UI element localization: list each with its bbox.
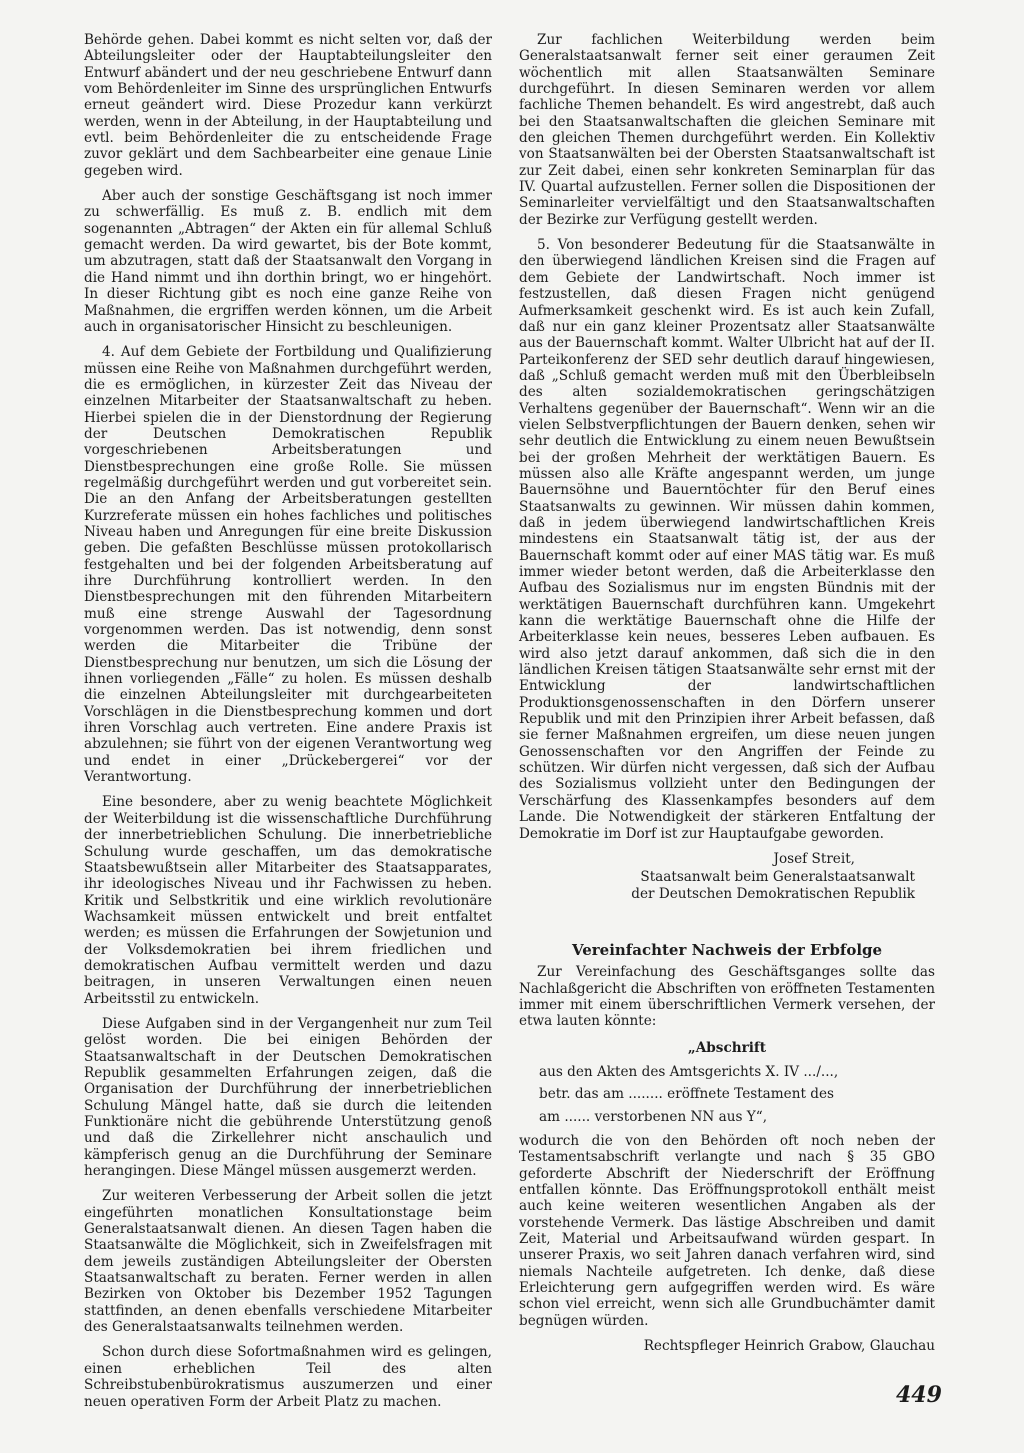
quote-line: betr. das am ........ eröffnete Testament des — [539, 1086, 834, 1103]
paragraph: Zur fachlichen Weiterbildung werden beim Generalstaatsanwalt ferner seit einer geraumen Zeit wöchentlich mit allen Staatsanwälten Seminare durchgeführt. In diesen Seminaren werden vor allem fachliche Themen behandelt. Es wird angestrebt, daß auch bei den Staatsanwaltschaften die gleichen Seminare mit den gleichen Themen durchgeführt werden. Ein Kollektiv von Staatsanwälten bei der Obersten Staatsanwaltschaft ist zur Zeit dabei, einen sehr konkreten Seminarplan für das IV. Quartal aufzustellen. Ferner sollen die Dispositionen der Seminarleiter vervielfältigt und den Staatsanwaltschaften der Bezirke zur Verfügung gestellt werden. — [519, 32, 935, 228]
quote-line: aus den Akten des Amtsgerichts X. IV .../..., — [539, 1063, 839, 1080]
quote-line: am ...... verstorbenen NN aus Y“, — [539, 1108, 768, 1125]
paragraph: Behörde gehen. Dabei kommt es nicht selten vor, daß der Abteilungsleiter oder der Hauptabteilungsleiter den Entwurf abändert und der neu geschriebene Entwurf dann vom Behördenleiter im Sinne des ursprünglichen Entwurfs erneut geändert wird. Diese Prozedur kann verkürzt werden, wenn in der Abteilung, in der Hauptabteilung und evtl. beim Behördenleiter die zu entscheidende Frage zuvor geklärt und dem Sachbearbeiter eine genaue Linie gegeben wird. — [84, 32, 492, 179]
author-position: Staatsanwalt beim Generalstaatsanwalt — [640, 869, 915, 886]
quote-title: „Abschrift — [687, 1039, 767, 1056]
author-line: Rechtspfleger Heinrich Grabow, Glauchau — [643, 1338, 935, 1355]
paragraph: Eine besondere, aber zu wenig beachtete Möglichkeit der Weiterbildung ist die wissenschaftliche Durchführung der innerbetrieblichen Schulung. Die innerbetriebliche Schulung wurde geschaffen, um das demokratische Staatsbewußtsein aller Mitarbeiter des Staatsapparates, ihr ideologisches Niveau und ihr Fachwissen zu heben. Kritik und Selbstkritik und eine wirklich revolutionäre Wachsamkeit müssen entwickelt und breit entfaltet werden; es müssen die Erfahrungen der Sowjetunion und der Volksdemokratien bei ihrem friedlichen und demokratischen Aufbau vermittelt werden und dazu beitragen, in unseren Verwaltungen einen neuen Arbeitsstil zu entwickeln. — [84, 794, 492, 1007]
author-signature — [519, 851, 935, 902]
paragraph: Schon durch diese Sofortmaßnahmen wird es gelingen, einen erheblichen Teil des alten Schreibstubenbürokratismus auszumerzen und einer neuen operativen Form der Arbeit Platz zu machen. — [84, 1344, 492, 1410]
right-column — [519, 32, 935, 1354]
paragraph: Zur Vereinfachung des Geschäftsganges sollte das Nachlaßgericht die Abschriften von eröffneten Testamenten immer mit einem überschriftlichen Vermerk versehen, der etwa lauten könnte: — [519, 964, 935, 1030]
paragraph: 5. Von besonderer Bedeutung für die Staatsanwälte in den überwiegend ländlichen Kreisen sind die Fragen auf dem Gebiete der Landwirtschaft. Noch immer ist festzustellen, daß diesen Fragen nicht genügend Aufmerksamkeit geschenkt wird. Es ist auch kein Zufall, daß nur ein ganz kleiner Prozentsatz aller Staatsanwälte aus der Bauernschaft kommt. Walter Ulbricht hat auf der II. Parteikonferenz der SED sehr deutlich darauf hingewiesen, daß „Schluß gemacht werden muß mit den Überbleibseln des alten sozialdemokratischen geringschätzigen Verhaltens gegenüber der Bauernschaft“. Wenn wir an die vielen Selbstverpflichtungen der Bauern denken, sehen wir sehr deutlich die Entwicklung zu einem neuen Bewußtsein bei der großen Mehrheit der werktätigen Bauern. Es müssen also alle Kräfte angespannt werden, um junge Bauernsöhne und Bauerntöchter für den Beruf eines Staatsanwalts zu gewinnen. Wir müssen dahin kommen, daß in jedem überwiegend landwirtschaftlichen Kreis mindestens ein Staatsanwalt tätig ist, der aus der Bauernschaft kommt oder auf einer MAS tätig war. Es muß immer wieder betont werden, daß die Arbeiterklasse den Aufbau des Sozialismus nur im engsten Bündnis mit der werktätigen Bauernschaft durchführen kann. Umgekehrt kann die werktätige Bauernschaft ohne die Hilfe der Arbeiterklasse kein neues, besseres Leben aufbauen. Es wird also jetzt darauf ankommen, daß sich die in den ländlichen Kreisen tätigen Staatsanwälte sehr ernst mit der Entwicklung der landwirtschaftlichen Produktionsgenossenschaften in den Dörfern unserer Republik und mit den Prinzipien ihrer Arbeit befassen, daß sie ferner Maßnahmen ergreifen, um diese neuen jungen Genossenschaften vor den Angriffen der Feinde zu schützen. Wir dürfen nicht vergessen, daß sich der Aufbau des Sozialismus vollzieht unter den Bedingungen der Verschärfung des Klassenkampfes besonders auf dem Lande. Die Notwendigkeit der stärkeren Entfaltung der Demokratie im Dorf ist zur Hauptaufgabe geworden. — [519, 237, 935, 842]
page-number: 449 — [896, 1382, 942, 1408]
author-name: Josef Streit, — [773, 850, 855, 867]
paragraph: 4. Auf dem Gebiete der Fortbildung und Qualifizierung müssen eine Reihe von Maßnahmen durchgeführt werden, die es ermöglichen, in kürzester Zeit das Niveau der einzelnen Mitarbeiter der Staatsanwaltschaft zu heben. Hierbei spielen die in der Dienstordnung der Regierung der Deutschen Demokratischen Republik vorgeschriebenen Arbeitsberatungen und Dienstbesprechungen eine große Rolle. Sie müssen regelmäßig durchgeführt werden und gut vorbereitet sein. Die an den Anfang der Arbeitsberatungen gestellten Kurzreferate müssen ein hohes fachliches und politisches Niveau haben und Anregungen für eine breite Diskussion geben. Die gefaßten Beschlüsse müssen protokollarisch festgehalten und bei der folgenden Arbeitsberatung auf ihre Durchführung kontrolliert werden. In den Dienstbesprechungen mit den führenden Mitarbeitern muß eine strenge Auswahl der Tagesordnung vorgenommen werden. Das ist notwendig, denn sonst werden die Mitarbeiter die Tribüne der Dienstbesprechung nur benutzen, um sich die Lösung der ihnen vorliegenden „Fälle“ zu holen. Es müssen deshalb die einzelnen Abteilungsleiter mit durchgearbeiteten Vorschlägen in die Dienstbesprechung kommen und dort ihren Vorschlag auch vertreten. Eine andere Praxis ist abzulehnen; sie führt von der eigenen Verantwortung weg und endet in einer „Drückebergerei“ vor der Verantwortung. — [84, 344, 492, 786]
quoted-note — [519, 1040, 935, 1125]
paragraph: Aber auch der sonstige Geschäftsgang ist noch immer zu schwerfällig. Es muß z. B. endlich mit dem sogenannten „Abtragen“ der Akten ein für allemal Schluß gemacht werden. Da wird gewartet, bis der Bote kommt, um abzutragen, statt daß der Staatsanwalt den Vorgang in die Hand nimmt und ihn dorthin bringt, wo er hingehört. In dieser Richtung gibt es noch eine ganze Reihe von Maßnahmen, die ergriffen werden können, um die Arbeit auch in organisatorischer Hinsicht zu beschleunigen. — [84, 188, 492, 335]
left-column — [84, 32, 492, 1419]
paragraph: Zur weiteren Verbesserung der Arbeit sollen die jetzt eingeführten monatlichen Konsultationstage beim Generalstaatsanwalt dienen. An diesen Tagen haben die Staatsanwälte die Möglichkeit, sich in Zweifelsfragen mit dem jeweils zuständigen Abteilungsleiter der Obersten Staatsanwaltschaft zu beraten. Ferner werden in allen Bezirken von Oktober bis Dezember 1952 Tagungen stattfinden, an denen ebenfalls verschiedene Mitarbeiter des Generalstaatsanwalts teilnehmen werden. — [84, 1188, 492, 1336]
paragraph: Diese Aufgaben sind in der Vergangenheit nur zum Teil gelöst worden. Die bei einigen Behörden der Staatsanwaltschaft in der Deutschen Demokratischen Republik gesammelten Erfahrungen zeigen, daß die Organisation der Durchführung der innerbetrieblichen Schulung Mängel hatte, daß sie durch die leitenden Funktionäre nicht die gebührende Unterstützung genoß und daß die Zirkellehrer nicht anschaulich und kämpferisch genug an die Durchführung der Seminare herangingen. Diese Mängel müssen ausgemerzt werden. — [84, 1015, 492, 1180]
article-heading: Vereinfachter Nachweis der Erbfolge — [571, 940, 883, 959]
author-position: der Deutschen Demokratischen Republik — [631, 885, 915, 902]
paragraph: wodurch die von den Behörden oft noch neben der Testamentsabschrift verlangte und nach § 35 GBO geforderte Abschrift der Niederschrift der Eröffnung entfallen könnte. Das Eröffnungsprotokoll enthält meist auch keine weiteren wesentlichen Angaben als der vorstehende Vermerk. Das lästige Abschreiben und damit Zeit, Material und Arbeitsaufwand würden gespart. In unserer Praxis, wo seit Jahren danach verfahren wird, sind niemals Nachteile aufgetreten. Ich denke, daß diese Erleichterung gern aufgegriffen werden wird. Es wäre schon viel erreicht, wenn sich alle Grundbuchämter damit begnügen würden. — [519, 1132, 935, 1329]
